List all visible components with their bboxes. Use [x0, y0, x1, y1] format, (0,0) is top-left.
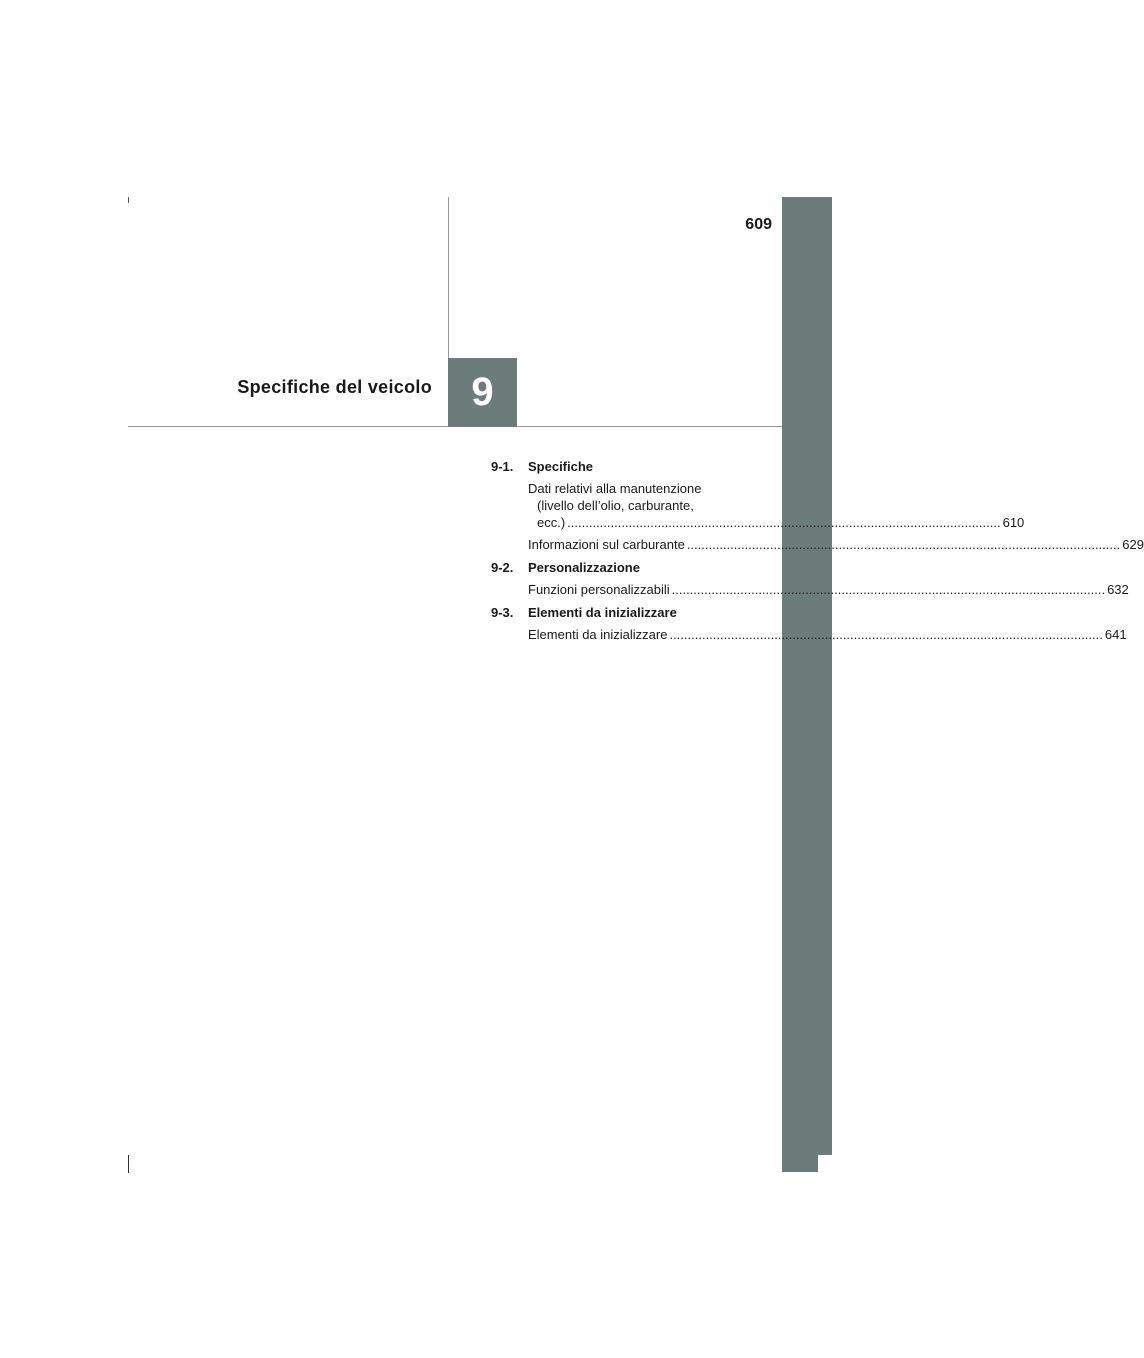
toc-entry[interactable] — [491, 480, 1025, 531]
toc-section-heading[interactable] — [491, 458, 741, 475]
chapter-number-box — [448, 358, 517, 427]
toc-entry-text: (livello dell’olio, carburante, — [537, 498, 694, 513]
toc-entry-text: ecc.) — [537, 515, 566, 530]
header-vertical-divider — [448, 197, 449, 358]
toc-section-number: 9-3. — [491, 605, 514, 620]
toc-entry[interactable] — [491, 626, 1127, 643]
toc-section-title: Specifiche — [528, 459, 594, 474]
toc-section-number: 9-1. — [491, 459, 514, 474]
thumb-tab-notch — [818, 1155, 832, 1172]
toc-leader-dots: ........................................................................................................................ — [567, 515, 1001, 530]
toc-leader-dots: ........................................................................................................................ — [669, 627, 1103, 642]
crop-mark-top — [128, 197, 129, 203]
toc-entry-text: Informazioni sul carburante — [528, 537, 685, 552]
toc-entry-text: Elementi da inizializzare — [528, 627, 668, 642]
toc-section — [491, 458, 1144, 553]
toc-leader-dots: ........................................................................................................................ — [686, 537, 1121, 552]
toc-page-number: 629 — [1122, 537, 1144, 552]
toc-section-title: Elementi da inizializzare — [528, 605, 677, 620]
crop-mark-bottom — [128, 1155, 129, 1173]
toc-entry[interactable] — [491, 536, 1144, 553]
toc-entry-text: Funzioni personalizzabili — [528, 582, 670, 597]
toc-section-number: 9-2. — [491, 560, 514, 575]
toc-page-number: 641 — [1104, 627, 1127, 642]
toc-entry[interactable] — [491, 581, 1129, 598]
toc-section-heading[interactable] — [491, 604, 741, 621]
chapter-thumb-tab — [782, 197, 832, 1172]
toc-section — [491, 604, 1127, 643]
toc-section-heading[interactable] — [491, 559, 741, 576]
toc-entry-text: Dati relativi alla manutenzione — [528, 481, 702, 496]
chapter-number: 9 — [471, 370, 494, 414]
table-of-contents — [491, 458, 1144, 649]
chapter-title: Specifiche del veicolo — [237, 377, 432, 397]
toc-page-number: 632 — [1107, 582, 1129, 597]
toc-section-title: Personalizzazione — [528, 560, 640, 575]
toc-section — [491, 559, 1129, 598]
page-number: 609 — [745, 216, 772, 233]
toc-leader-dots: ........................................................................................................................ — [671, 582, 1106, 597]
toc-page-number: 610 — [1002, 515, 1025, 530]
